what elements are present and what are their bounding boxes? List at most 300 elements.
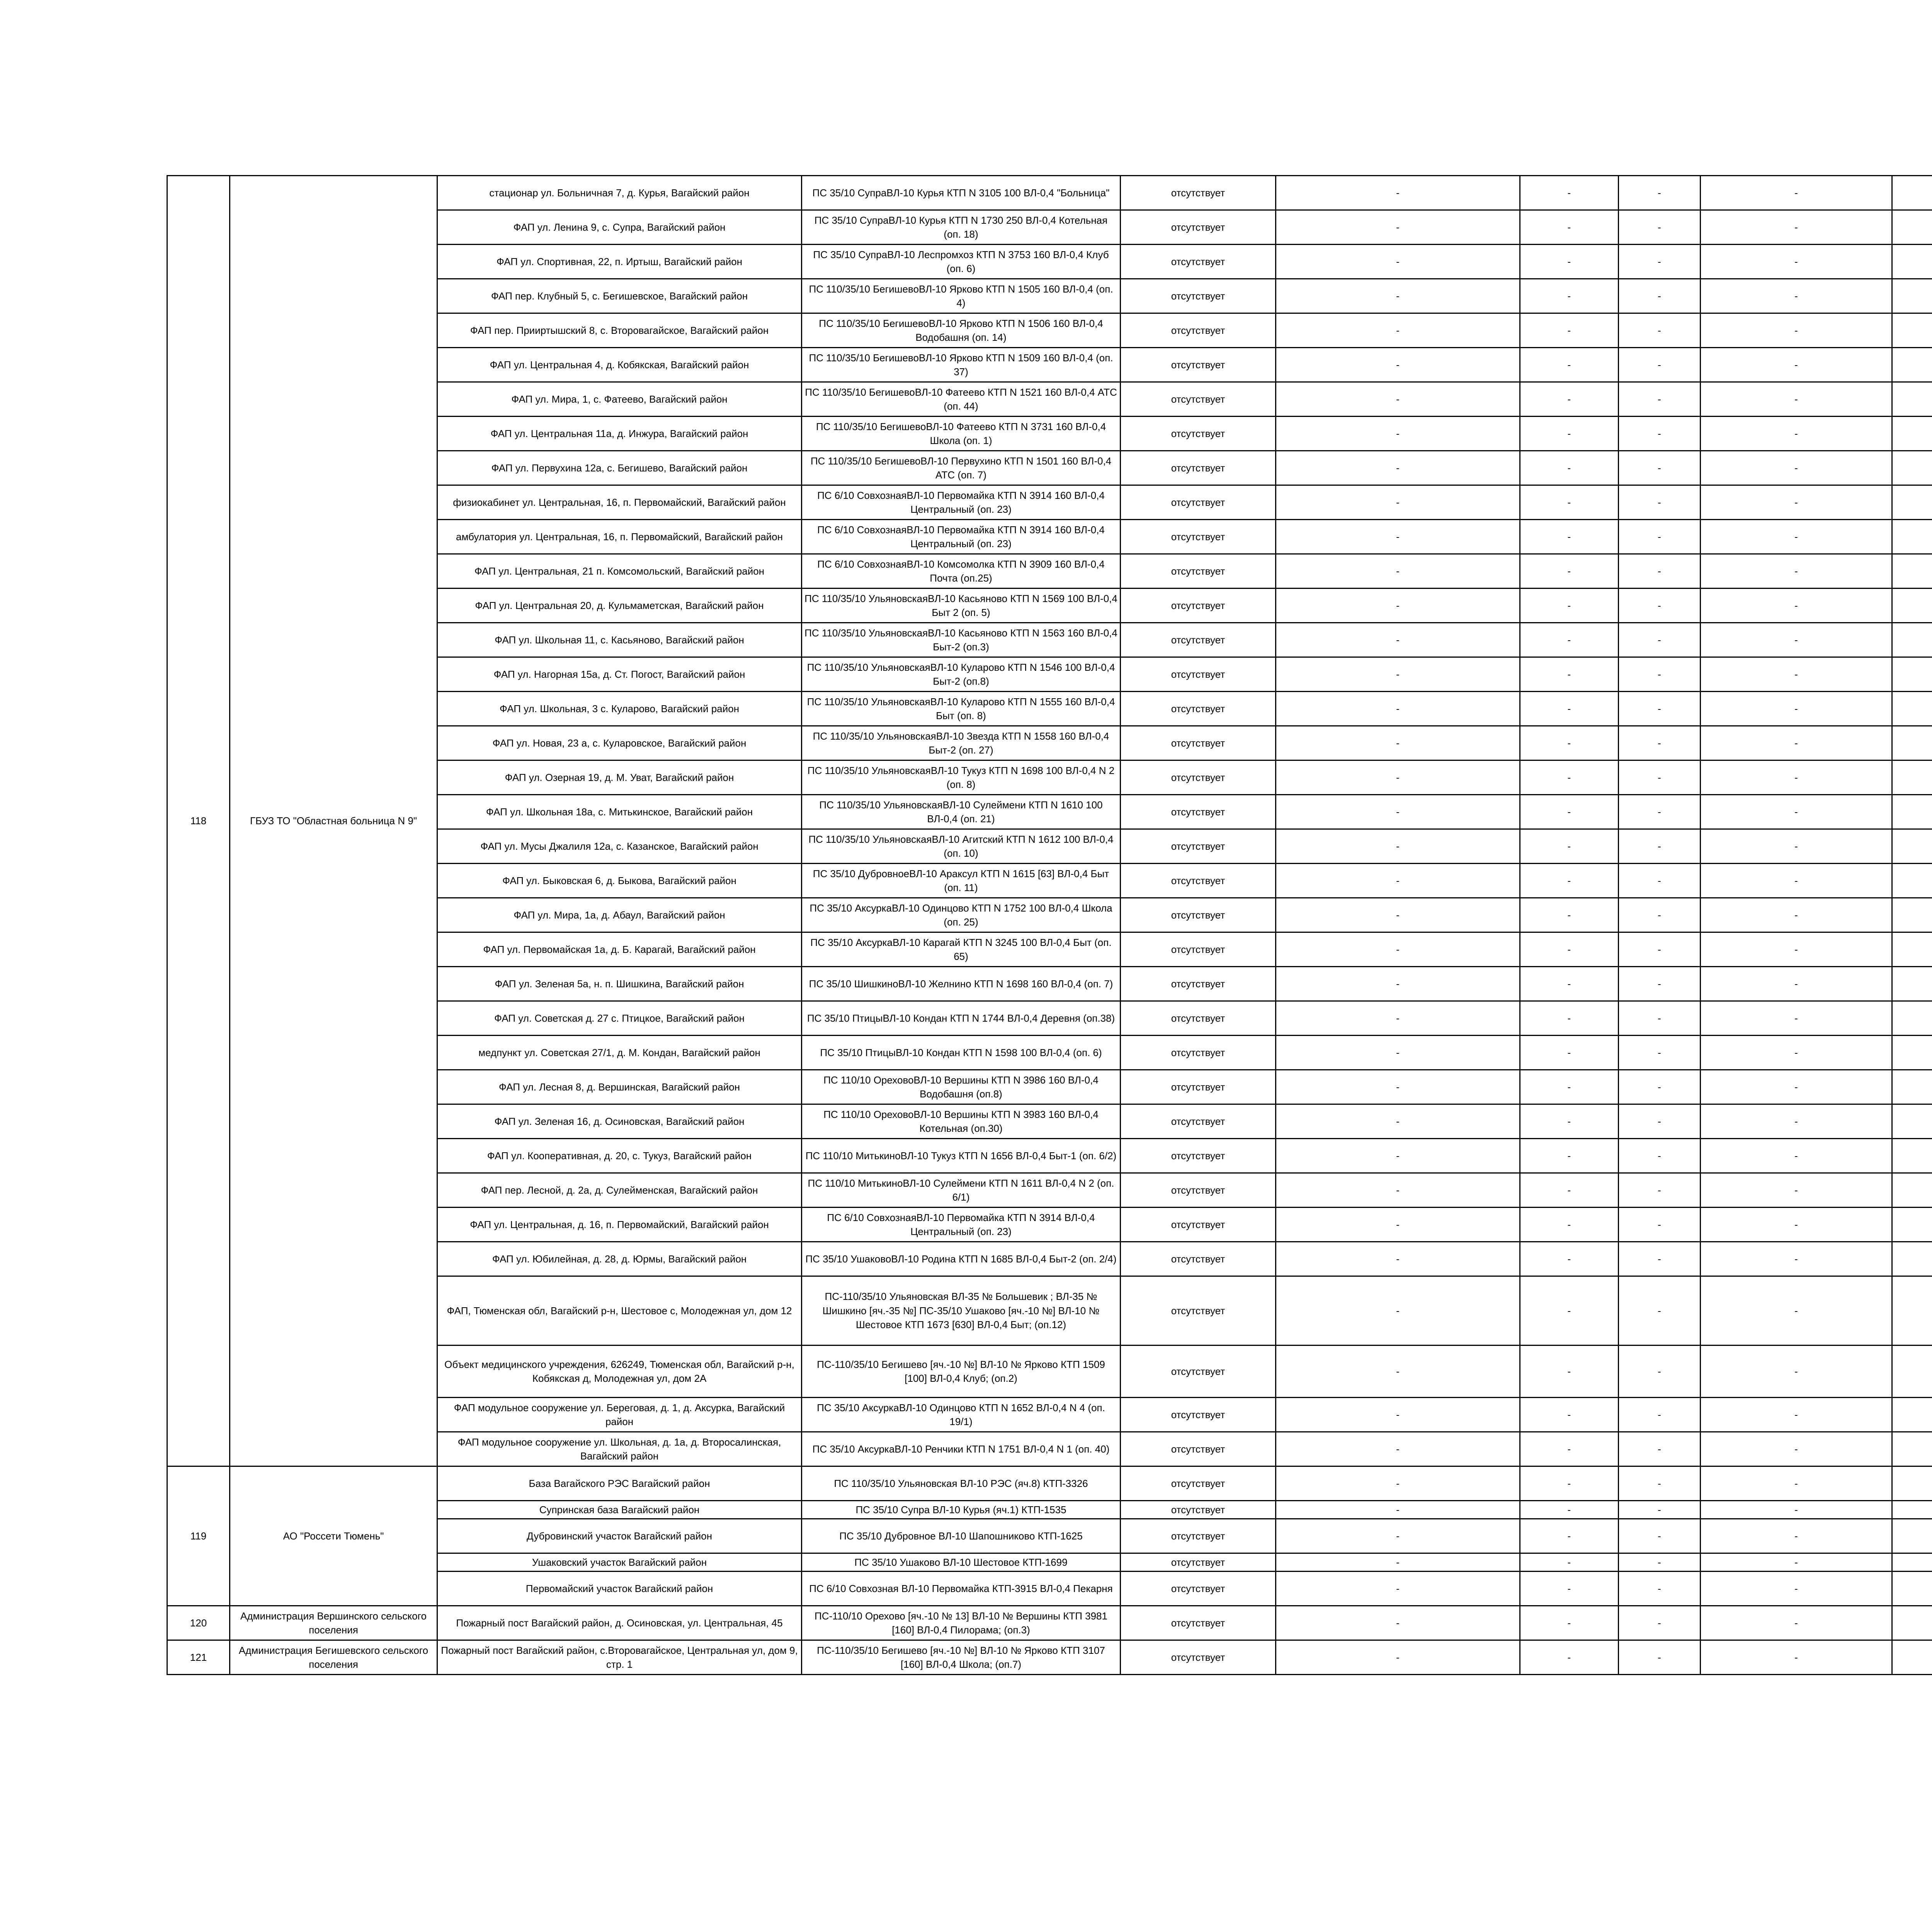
- value-cell: -: [1619, 1553, 1701, 1572]
- value-cell: [1892, 967, 1932, 1001]
- value-cell: [1892, 1519, 1932, 1553]
- value-cell: -: [1520, 417, 1619, 451]
- value-cell: -: [1520, 589, 1619, 623]
- value-cell: -: [1619, 967, 1701, 1001]
- value-cell: -: [1276, 898, 1520, 932]
- value-cell: -: [1701, 692, 1892, 726]
- value-cell: -: [1520, 1398, 1619, 1432]
- object-cell: Дубровинский участок Вагайский район: [437, 1519, 802, 1553]
- power-feed-cell: ПС 35/10 Ушаково ВЛ-10 Шестовое КТП-1699: [802, 1553, 1121, 1572]
- value-cell: -: [1276, 210, 1520, 245]
- value-cell: [1892, 589, 1932, 623]
- row-number-cell: 121: [167, 1640, 230, 1675]
- value-cell: -: [1619, 726, 1701, 760]
- power-feed-cell: ПС 35/10 ШишкиноВЛ-10 Желнино КТП N 1698 160 ВЛ-0,4 (оп. 7): [802, 967, 1121, 1001]
- value-cell: -: [1276, 932, 1520, 967]
- power-feed-cell: ПС-110/35/10 Бегишево [яч.-10 №] ВЛ-10 № Ярково КТП 1509 [100] ВЛ-0,4 Клуб; (оп.2): [802, 1345, 1121, 1398]
- value-cell: [1892, 1242, 1932, 1276]
- value-cell: -: [1276, 382, 1520, 417]
- value-cell: -: [1520, 1276, 1619, 1345]
- value-cell: -: [1276, 1432, 1520, 1466]
- value-cell: -: [1701, 1572, 1892, 1606]
- value-cell: -: [1520, 245, 1619, 279]
- value-cell: -: [1619, 313, 1701, 348]
- value-cell: -: [1619, 1173, 1701, 1208]
- value-cell: [1892, 760, 1932, 795]
- value-cell: [1892, 554, 1932, 589]
- value-cell: -: [1701, 795, 1892, 829]
- value-cell: -: [1520, 1466, 1619, 1501]
- status-cell: отсутствует: [1121, 795, 1276, 829]
- consumers-table: [167, 175, 1932, 1675]
- table-body: [167, 176, 1932, 1675]
- power-feed-cell: ПС 35/10 УшаковоВЛ-10 Родина КТП N 1685 ВЛ-0,4 Быт-2 (оп. 2/4): [802, 1242, 1121, 1276]
- power-feed-cell: ПС 110/35/10 УльяновскаяВЛ-10 Касьяново КТП N 1569 100 ВЛ-0,4 Быт 2 (оп. 5): [802, 589, 1121, 623]
- power-feed-cell: ПС 35/10 ДубровноеВЛ-10 Араксул КТП N 1615 [63] ВЛ-0,4 Быт (оп. 11): [802, 864, 1121, 898]
- object-cell: ФАП ул. Центральная, д. 16, п. Первомайский, Вагайский район: [437, 1208, 802, 1242]
- value-cell: -: [1619, 1208, 1701, 1242]
- object-cell: ФАП ул. Спортивная, 22, п. Иртыш, Вагайский район: [437, 245, 802, 279]
- object-cell: физиокабинет ул. Центральная, 16, п. Первомайский, Вагайский район: [437, 485, 802, 520]
- value-cell: -: [1619, 279, 1701, 313]
- value-cell: -: [1520, 520, 1619, 554]
- power-feed-cell: ПС 6/10 СовхознаяВЛ-10 Комсомолка КТП N 3909 160 ВЛ-0,4 Почта (оп.25): [802, 554, 1121, 589]
- status-cell: отсутствует: [1121, 692, 1276, 726]
- value-cell: -: [1619, 210, 1701, 245]
- value-cell: -: [1701, 760, 1892, 795]
- row-number-cell: 120: [167, 1606, 230, 1640]
- object-cell: ФАП ул. Мира, 1а, д. Абаул, Вагайский район: [437, 898, 802, 932]
- value-cell: -: [1276, 554, 1520, 589]
- value-cell: -: [1276, 967, 1520, 1001]
- value-cell: -: [1701, 829, 1892, 864]
- power-feed-cell: ПС 6/10 СовхознаяВЛ-10 Первомайка КТП N 3914 160 ВЛ-0,4 Центральный (оп. 23): [802, 485, 1121, 520]
- value-cell: [1892, 795, 1932, 829]
- value-cell: [1892, 382, 1932, 417]
- power-feed-cell: ПС 110/10 МитькиноВЛ-10 Сулеймени КТП N 1611 ВЛ-0,4 N 2 (оп. 6/1): [802, 1173, 1121, 1208]
- value-cell: [1892, 657, 1932, 692]
- status-cell: отсутствует: [1121, 967, 1276, 1001]
- organization-cell: Администрация Вершинского сельского поселения: [230, 1606, 437, 1640]
- value-cell: -: [1276, 1104, 1520, 1139]
- value-cell: -: [1276, 1001, 1520, 1036]
- document-sheet: [167, 175, 1932, 1675]
- organization-cell: АО "Россети Тюмень": [230, 1466, 437, 1606]
- object-cell: ФАП ул. Советская д. 27 с. Птицкое, Вагайский район: [437, 1001, 802, 1036]
- object-cell: ФАП ул. Озерная 19, д. М. Уват, Вагайский район: [437, 760, 802, 795]
- power-feed-cell: ПС 110/35/10 УльяновскаяВЛ-10 Агитский КТП N 1612 100 ВЛ-0,4 (оп. 10): [802, 829, 1121, 864]
- value-cell: -: [1276, 1466, 1520, 1501]
- object-cell: медпункт ул. Советская 27/1, д. М. Кондан, Вагайский район: [437, 1036, 802, 1070]
- value-cell: -: [1276, 589, 1520, 623]
- value-cell: -: [1520, 1572, 1619, 1606]
- power-feed-cell: ПС 35/10 АксуркаВЛ-10 Одинцово КТП N 1652 ВЛ-0,4 N 4 (оп. 19/1): [802, 1398, 1121, 1432]
- status-cell: отсутствует: [1121, 554, 1276, 589]
- power-feed-cell: ПС 110/10 ОреховоВЛ-10 Вершины КТП N 3986 160 ВЛ-0,4 Водобашня (оп.8): [802, 1070, 1121, 1104]
- value-cell: -: [1619, 1519, 1701, 1553]
- status-cell: отсутствует: [1121, 1276, 1276, 1345]
- object-cell: ФАП ул. Ленина 9, с. Супра, Вагайский район: [437, 210, 802, 245]
- value-cell: -: [1701, 932, 1892, 967]
- power-feed-cell: ПС-110/35/10 Бегишево [яч.-10 №] ВЛ-10 № Ярково КТП 3107 [160] ВЛ-0,4 Школа; (оп.7): [802, 1640, 1121, 1675]
- value-cell: -: [1276, 1208, 1520, 1242]
- value-cell: -: [1701, 348, 1892, 382]
- value-cell: [1892, 313, 1932, 348]
- value-cell: -: [1701, 485, 1892, 520]
- value-cell: -: [1276, 451, 1520, 485]
- object-cell: ФАП ул. Юбилейная, д. 28, д. Юрмы, Вагайский район: [437, 1242, 802, 1276]
- value-cell: [1892, 1345, 1932, 1398]
- table-row: [167, 1640, 1932, 1675]
- value-cell: [1892, 1104, 1932, 1139]
- value-cell: [1892, 623, 1932, 657]
- value-cell: -: [1619, 932, 1701, 967]
- value-cell: [1892, 1640, 1932, 1675]
- value-cell: -: [1520, 1208, 1619, 1242]
- value-cell: -: [1276, 1553, 1520, 1572]
- value-cell: -: [1619, 417, 1701, 451]
- power-feed-cell: ПС 110/10 МитькиноВЛ-10 Тукуз КТП N 1656 ВЛ-0,4 Быт-1 (оп. 6/2): [802, 1139, 1121, 1173]
- value-cell: -: [1520, 1606, 1619, 1640]
- value-cell: -: [1276, 1572, 1520, 1606]
- status-cell: отсутствует: [1121, 1519, 1276, 1553]
- status-cell: отсутствует: [1121, 1398, 1276, 1432]
- object-cell: ФАП ул. Зеленая 5а, н. п. Шишкина, Вагайский район: [437, 967, 802, 1001]
- value-cell: -: [1520, 967, 1619, 1001]
- value-cell: -: [1276, 1276, 1520, 1345]
- power-feed-cell: ПС 35/10 Супра ВЛ-10 Курья (яч.1) КТП-1535: [802, 1501, 1121, 1519]
- value-cell: -: [1520, 1104, 1619, 1139]
- value-cell: -: [1619, 589, 1701, 623]
- value-cell: -: [1276, 279, 1520, 313]
- value-cell: -: [1520, 657, 1619, 692]
- status-cell: отсутствует: [1121, 1640, 1276, 1675]
- value-cell: [1892, 726, 1932, 760]
- value-cell: -: [1701, 210, 1892, 245]
- value-cell: -: [1520, 623, 1619, 657]
- value-cell: -: [1520, 451, 1619, 485]
- status-cell: отсутствует: [1121, 313, 1276, 348]
- value-cell: -: [1520, 760, 1619, 795]
- value-cell: -: [1701, 245, 1892, 279]
- object-cell: ФАП модульное сооружение ул. Школьная, д. 1а, д. Второсалинская, Вагайский район: [437, 1432, 802, 1466]
- value-cell: -: [1619, 760, 1701, 795]
- object-cell: ФАП пер. Лесной, д. 2а, д. Сулейменская, Вагайский район: [437, 1173, 802, 1208]
- value-cell: -: [1701, 1501, 1892, 1519]
- value-cell: -: [1619, 1432, 1701, 1466]
- value-cell: -: [1701, 864, 1892, 898]
- value-cell: -: [1520, 1640, 1619, 1675]
- value-cell: [1892, 348, 1932, 382]
- object-cell: амбулатория ул. Центральная, 16, п. Первомайский, Вагайский район: [437, 520, 802, 554]
- status-cell: отсутствует: [1121, 1466, 1276, 1501]
- status-cell: отсутствует: [1121, 1139, 1276, 1173]
- value-cell: -: [1276, 1242, 1520, 1276]
- value-cell: -: [1520, 864, 1619, 898]
- value-cell: -: [1701, 554, 1892, 589]
- power-feed-cell: ПС 6/10 СовхознаяВЛ-10 Первомайка КТП N 3914 ВЛ-0,4 Центральный (оп. 23): [802, 1208, 1121, 1242]
- value-cell: -: [1619, 1036, 1701, 1070]
- value-cell: -: [1701, 1173, 1892, 1208]
- value-cell: -: [1276, 1036, 1520, 1070]
- power-feed-cell: ПС 110/35/10 БегишевоВЛ-10 Ярково КТП N 1509 160 ВЛ-0,4 (оп. 37): [802, 348, 1121, 382]
- object-cell: ФАП ул. Центральная, 21 п. Комсомольский, Вагайский район: [437, 554, 802, 589]
- value-cell: -: [1701, 176, 1892, 210]
- status-cell: отсутствует: [1121, 1001, 1276, 1036]
- value-cell: -: [1520, 795, 1619, 829]
- value-cell: -: [1701, 657, 1892, 692]
- value-cell: -: [1701, 1001, 1892, 1036]
- value-cell: -: [1619, 554, 1701, 589]
- row-number-cell: 118: [167, 176, 230, 1466]
- value-cell: [1892, 417, 1932, 451]
- status-cell: отсутствует: [1121, 932, 1276, 967]
- value-cell: [1892, 829, 1932, 864]
- value-cell: -: [1701, 1070, 1892, 1104]
- object-cell: ФАП пер. Прииртышский 8, с. Второвагайское, Вагайский район: [437, 313, 802, 348]
- status-cell: отсутствует: [1121, 1553, 1276, 1572]
- value-cell: -: [1276, 1070, 1520, 1104]
- value-cell: -: [1276, 657, 1520, 692]
- value-cell: -: [1276, 692, 1520, 726]
- object-cell: Первомайский участок Вагайский район: [437, 1572, 802, 1606]
- value-cell: -: [1276, 176, 1520, 210]
- status-cell: отсутствует: [1121, 898, 1276, 932]
- value-cell: -: [1520, 1242, 1619, 1276]
- status-cell: отсутствует: [1121, 1173, 1276, 1208]
- value-cell: [1892, 485, 1932, 520]
- status-cell: отсутствует: [1121, 417, 1276, 451]
- value-cell: -: [1619, 1345, 1701, 1398]
- value-cell: [1892, 245, 1932, 279]
- value-cell: [1892, 1001, 1932, 1036]
- value-cell: -: [1701, 451, 1892, 485]
- power-feed-cell: ПС 110/35/10 БегишевоВЛ-10 Ярково КТП N 1506 160 ВЛ-0,4 Водобашня (оп. 14): [802, 313, 1121, 348]
- value-cell: -: [1701, 1242, 1892, 1276]
- value-cell: -: [1276, 485, 1520, 520]
- value-cell: -: [1619, 382, 1701, 417]
- value-cell: -: [1520, 176, 1619, 210]
- value-cell: -: [1619, 1501, 1701, 1519]
- power-feed-cell: ПС 35/10 АксуркаВЛ-10 Ренчики КТП N 1751 ВЛ-0,4 N 1 (оп. 40): [802, 1432, 1121, 1466]
- value-cell: -: [1619, 451, 1701, 485]
- value-cell: -: [1276, 1519, 1520, 1553]
- value-cell: [1892, 1553, 1932, 1572]
- value-cell: -: [1520, 1001, 1619, 1036]
- value-cell: [1892, 1432, 1932, 1466]
- value-cell: -: [1619, 176, 1701, 210]
- power-feed-cell: ПС 110/35/10 УльяновскаяВЛ-10 Сулеймени КТП N 1610 100 ВЛ-0,4 (оп. 21): [802, 795, 1121, 829]
- value-cell: -: [1701, 1208, 1892, 1242]
- object-cell: ФАП ул. Мусы Джалиля 12а, с. Казанское, Вагайский район: [437, 829, 802, 864]
- value-cell: -: [1619, 1606, 1701, 1640]
- value-cell: -: [1619, 1640, 1701, 1675]
- value-cell: -: [1276, 864, 1520, 898]
- value-cell: -: [1701, 1139, 1892, 1173]
- power-feed-cell: ПС 110/35/10 УльяновскаяВЛ-10 Куларово КТП N 1555 160 ВЛ-0,4 Быт (оп. 8): [802, 692, 1121, 726]
- value-cell: -: [1520, 1139, 1619, 1173]
- value-cell: -: [1520, 692, 1619, 726]
- value-cell: -: [1619, 245, 1701, 279]
- value-cell: -: [1619, 692, 1701, 726]
- status-cell: отсутствует: [1121, 176, 1276, 210]
- object-cell: ФАП, Тюменская обл, Вагайский р-н, Шестовое с, Молодежная ул, дом 12: [437, 1276, 802, 1345]
- value-cell: [1892, 1036, 1932, 1070]
- object-cell: ФАП ул. Первомайская 1а, д. Б. Карагай, Вагайский район: [437, 932, 802, 967]
- value-cell: -: [1701, 382, 1892, 417]
- value-cell: -: [1520, 348, 1619, 382]
- value-cell: -: [1276, 1398, 1520, 1432]
- power-feed-cell: ПС 35/10 СупраВЛ-10 Курья КТП N 3105 100 ВЛ-0,4 "Больница": [802, 176, 1121, 210]
- table-row: [167, 1606, 1932, 1640]
- value-cell: -: [1520, 279, 1619, 313]
- status-cell: отсутствует: [1121, 1572, 1276, 1606]
- value-cell: -: [1619, 1139, 1701, 1173]
- value-cell: -: [1701, 726, 1892, 760]
- row-number-cell: 119: [167, 1466, 230, 1606]
- value-cell: -: [1701, 1553, 1892, 1572]
- value-cell: [1892, 176, 1932, 210]
- value-cell: -: [1619, 1466, 1701, 1501]
- object-cell: ФАП ул. Мира, 1, с. Фатеево, Вагайский район: [437, 382, 802, 417]
- value-cell: [1892, 279, 1932, 313]
- value-cell: -: [1276, 623, 1520, 657]
- value-cell: [1892, 1173, 1932, 1208]
- value-cell: -: [1276, 795, 1520, 829]
- value-cell: -: [1520, 1501, 1619, 1519]
- value-cell: -: [1619, 1070, 1701, 1104]
- value-cell: -: [1520, 1173, 1619, 1208]
- value-cell: -: [1520, 382, 1619, 417]
- value-cell: -: [1701, 623, 1892, 657]
- value-cell: [1892, 932, 1932, 967]
- object-cell: ФАП ул. Центральная 20, д. Кульмаметская, Вагайский район: [437, 589, 802, 623]
- object-cell: Пожарный пост Вагайский район, с.Второвагайское, Центральная ул, дом 9, стр. 1: [437, 1640, 802, 1675]
- value-cell: -: [1701, 967, 1892, 1001]
- status-cell: отсутствует: [1121, 485, 1276, 520]
- value-cell: -: [1701, 1432, 1892, 1466]
- value-cell: [1892, 1572, 1932, 1606]
- status-cell: отсутствует: [1121, 623, 1276, 657]
- value-cell: [1892, 898, 1932, 932]
- status-cell: отсутствует: [1121, 1242, 1276, 1276]
- power-feed-cell: ПС 35/10 Дубровное ВЛ-10 Шапошниково КТП-1625: [802, 1519, 1121, 1553]
- status-cell: отсутствует: [1121, 382, 1276, 417]
- object-cell: ФАП ул. Нагорная 15а, д. Ст. Погост, Вагайский район: [437, 657, 802, 692]
- object-cell: ФАП модульное сооружение ул. Береговая, д. 1, д. Аксурка, Вагайский район: [437, 1398, 802, 1432]
- status-cell: отсутствует: [1121, 348, 1276, 382]
- object-cell: ФАП ул. Новая, 23 а, с. Куларовское, Вагайский район: [437, 726, 802, 760]
- value-cell: -: [1701, 1466, 1892, 1501]
- value-cell: -: [1701, 589, 1892, 623]
- value-cell: [1892, 1139, 1932, 1173]
- power-feed-cell: ПС 35/10 АксуркаВЛ-10 Одинцово КТП N 1752 100 ВЛ-0,4 Школа (оп. 25): [802, 898, 1121, 932]
- power-feed-cell: ПС 110/35/10 БегишевоВЛ-10 Первухино КТП N 1501 160 ВЛ-0,4 АТС (оп. 7): [802, 451, 1121, 485]
- power-feed-cell: ПС 35/10 АксуркаВЛ-10 Карагай КТП N 3245 100 ВЛ-0,4 Быт (оп. 65): [802, 932, 1121, 967]
- status-cell: отсутствует: [1121, 1345, 1276, 1398]
- status-cell: отсутствует: [1121, 1432, 1276, 1466]
- value-cell: [1892, 1276, 1932, 1345]
- value-cell: -: [1520, 485, 1619, 520]
- status-cell: отсутствует: [1121, 1606, 1276, 1640]
- value-cell: -: [1276, 1606, 1520, 1640]
- value-cell: [1892, 1070, 1932, 1104]
- object-cell: Супринская база Вагайский район: [437, 1501, 802, 1519]
- value-cell: -: [1520, 1070, 1619, 1104]
- value-cell: -: [1701, 1104, 1892, 1139]
- object-cell: ФАП ул. Первухина 12а, с. Бегишево, Вагайский район: [437, 451, 802, 485]
- value-cell: -: [1701, 1345, 1892, 1398]
- object-cell: ФАП ул. Центральная 4, д. Кобякская, Вагайский район: [437, 348, 802, 382]
- power-feed-cell: ПС 35/10 ПтицыВЛ-10 Кондан КТП N 1744 ВЛ-0,4 Деревня (оп.38): [802, 1001, 1121, 1036]
- value-cell: -: [1520, 1519, 1619, 1553]
- value-cell: -: [1701, 417, 1892, 451]
- value-cell: -: [1701, 1276, 1892, 1345]
- power-feed-cell: ПС 110/35/10 БегишевоВЛ-10 Ярково КТП N 1505 160 ВЛ-0,4 (оп. 4): [802, 279, 1121, 313]
- organization-cell: Администрация Бегишевского сельского поселения: [230, 1640, 437, 1675]
- power-feed-cell: ПС 110/10 ОреховоВЛ-10 Вершины КТП N 3983 160 ВЛ-0,4 Котельная (оп.30): [802, 1104, 1121, 1139]
- value-cell: -: [1520, 726, 1619, 760]
- value-cell: -: [1619, 1276, 1701, 1345]
- value-cell: -: [1276, 1640, 1520, 1675]
- value-cell: [1892, 1466, 1932, 1501]
- value-cell: -: [1520, 210, 1619, 245]
- status-cell: отсутствует: [1121, 1208, 1276, 1242]
- value-cell: -: [1701, 279, 1892, 313]
- power-feed-cell: ПС 35/10 СупраВЛ-10 Леспромхоз КТП N 3753 160 ВЛ-0,4 Клуб (оп. 6): [802, 245, 1121, 279]
- object-cell: ФАП ул. Школьная 11, с. Касьяново, Вагайский район: [437, 623, 802, 657]
- status-cell: отсутствует: [1121, 760, 1276, 795]
- status-cell: отсутствует: [1121, 864, 1276, 898]
- value-cell: -: [1701, 520, 1892, 554]
- status-cell: отсутствует: [1121, 589, 1276, 623]
- object-cell: ФАП ул. Центральная 11а, д. Инжура, Вагайский район: [437, 417, 802, 451]
- value-cell: -: [1276, 726, 1520, 760]
- power-feed-cell: ПС 35/10 ПтицыВЛ-10 Кондан КТП N 1598 100 ВЛ-0,4 (оп. 6): [802, 1036, 1121, 1070]
- value-cell: -: [1619, 485, 1701, 520]
- value-cell: -: [1619, 864, 1701, 898]
- power-feed-cell: ПС 110/35/10 Ульяновская ВЛ-10 РЭС (яч.8) КТП-3326: [802, 1466, 1121, 1501]
- object-cell: Пожарный пост Вагайский район, д. Осиновская, ул. Центральная, 45: [437, 1606, 802, 1640]
- value-cell: -: [1701, 1606, 1892, 1640]
- value-cell: -: [1520, 932, 1619, 967]
- value-cell: -: [1276, 1501, 1520, 1519]
- value-cell: -: [1520, 1432, 1619, 1466]
- status-cell: отсутствует: [1121, 279, 1276, 313]
- value-cell: -: [1619, 1398, 1701, 1432]
- object-cell: ФАП ул. Быковская 6, д. Быкова, Вагайский район: [437, 864, 802, 898]
- power-feed-cell: ПС 110/35/10 БегишевоВЛ-10 Фатеево КТП N 1521 160 ВЛ-0,4 АТС (оп. 44): [802, 382, 1121, 417]
- status-cell: отсутствует: [1121, 520, 1276, 554]
- power-feed-cell: ПС 6/10 СовхознаяВЛ-10 Первомайка КТП N 3914 160 ВЛ-0,4 Центральный (оп. 23): [802, 520, 1121, 554]
- value-cell: -: [1520, 1345, 1619, 1398]
- value-cell: -: [1520, 313, 1619, 348]
- power-feed-cell: ПС-110/35/10 Ульяновская ВЛ-35 № Большевик ; ВЛ-35 № Шишкино [яч.-35 №] ПС-35/10 Ушаково [яч.-10 №] ВЛ-10 № Шестовое КТП 1673 [630] ВЛ-0,4 Быт; (оп.12): [802, 1276, 1121, 1345]
- value-cell: -: [1520, 829, 1619, 864]
- status-cell: отсутствует: [1121, 1036, 1276, 1070]
- object-cell: ФАП пер. Клубный 5, с. Бегишевское, Вагайский район: [437, 279, 802, 313]
- power-feed-cell: ПС 110/35/10 БегишевоВЛ-10 Фатеево КТП N 3731 160 ВЛ-0,4 Школа (оп. 1): [802, 417, 1121, 451]
- object-cell: ФАП ул. Школьная, 3 с. Куларово, Вагайский район: [437, 692, 802, 726]
- value-cell: -: [1520, 1553, 1619, 1572]
- value-cell: -: [1619, 520, 1701, 554]
- object-cell: База Вагайского РЭС Вагайский район: [437, 1466, 802, 1501]
- status-cell: отсутствует: [1121, 726, 1276, 760]
- value-cell: -: [1701, 1398, 1892, 1432]
- value-cell: -: [1701, 1640, 1892, 1675]
- value-cell: -: [1276, 348, 1520, 382]
- power-feed-cell: ПС-110/10 Орехово [яч.-10 № 13] ВЛ-10 № Вершины КТП 3981 [160] ВЛ-0,4 Пилорама; (оп.3): [802, 1606, 1121, 1640]
